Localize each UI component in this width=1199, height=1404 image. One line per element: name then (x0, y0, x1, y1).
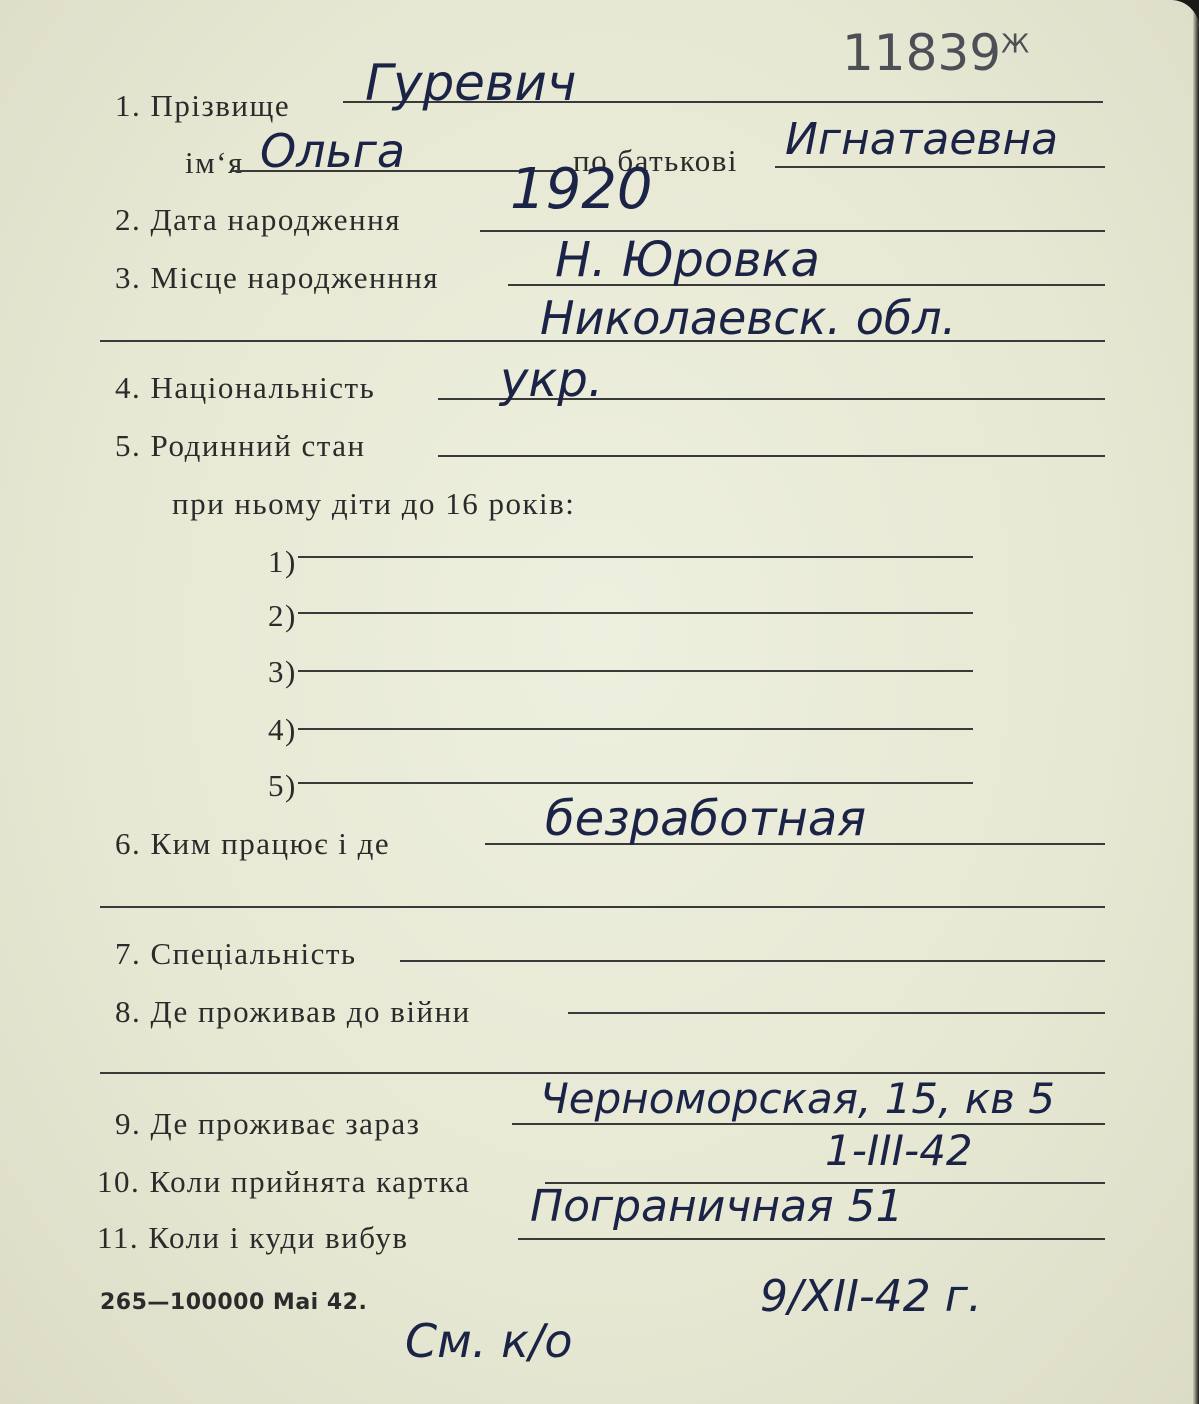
field-label-marital-status: 5. Родинний стан (115, 428, 366, 463)
child-3-line (298, 670, 973, 672)
marital-status-line (438, 455, 1105, 457)
child-1-label: 1) (268, 544, 297, 579)
birth-place-value-1: Н. Юровка (555, 232, 820, 288)
field-label-specialty: 7. Спеціальність (115, 936, 357, 971)
field-label-birth-date: 2. Дата народження (115, 202, 401, 237)
birth-place-value-2: Николаевск. обл. (540, 291, 957, 345)
surname-value: Гуревич (365, 54, 577, 112)
current-residence-value: Черноморская, 15, кв 5 (540, 1074, 1055, 1123)
field-label-prewar-residence: 8. Де проживав до війни (115, 994, 471, 1029)
departure-line (518, 1238, 1105, 1240)
bottom-date: 9/ХІІ-42 г. (760, 1271, 982, 1322)
prewar-residence-line (568, 1012, 1105, 1014)
nationality-value: укр. (500, 352, 604, 408)
field-label-nationality: 4. Національність (115, 370, 376, 405)
card-accepted-value: 1-ІІІ-42 (825, 1126, 973, 1175)
child-2-line (298, 612, 973, 614)
patronymic-value: Игнатаевна (785, 114, 1059, 165)
first-name-value: Ольга (260, 124, 406, 178)
patronymic-line (775, 166, 1105, 168)
archive-number: $11839^Ж$ (842, 24, 1030, 82)
specialty-line (400, 960, 1105, 962)
card-edge (1193, 0, 1199, 1404)
field-label-patronymic: по батькові (573, 143, 738, 178)
child-4-label: 4) (268, 712, 297, 747)
child-3-label: 3) (268, 654, 297, 689)
child-5-line (298, 782, 973, 784)
child-1-line (298, 556, 973, 558)
bottom-note: См. к/о (405, 1314, 573, 1368)
child-5-label: 5) (268, 768, 297, 803)
field-label-birth-place: 3. Місце народженння (115, 260, 440, 295)
field-label-occupation: 6. Ким працює і де (115, 826, 391, 861)
field-label-first-name: ім‘я (185, 145, 244, 180)
field-label-surname: 1. Прізвище (115, 88, 291, 123)
birth-date-value: 1920 (510, 157, 653, 222)
field-label-current-residence: 9. Де проживає зараз (115, 1106, 421, 1141)
print-info: 265—100000 Mai 42. (100, 1290, 368, 1315)
occupation-line-2 (100, 906, 1105, 908)
child-2-label: 2) (268, 598, 297, 633)
child-4-line (298, 728, 973, 730)
current-residence-line (512, 1123, 1105, 1125)
children-label: при ньому діти до 16 років: (172, 486, 576, 521)
field-label-departure: 11. Коли і куди вибув (97, 1220, 409, 1255)
occupation-value: безработная (545, 791, 867, 847)
field-label-card-accepted: 10. Коли прийнята картка (97, 1164, 471, 1199)
departure-value: Пограничная 51 (530, 1181, 904, 1232)
